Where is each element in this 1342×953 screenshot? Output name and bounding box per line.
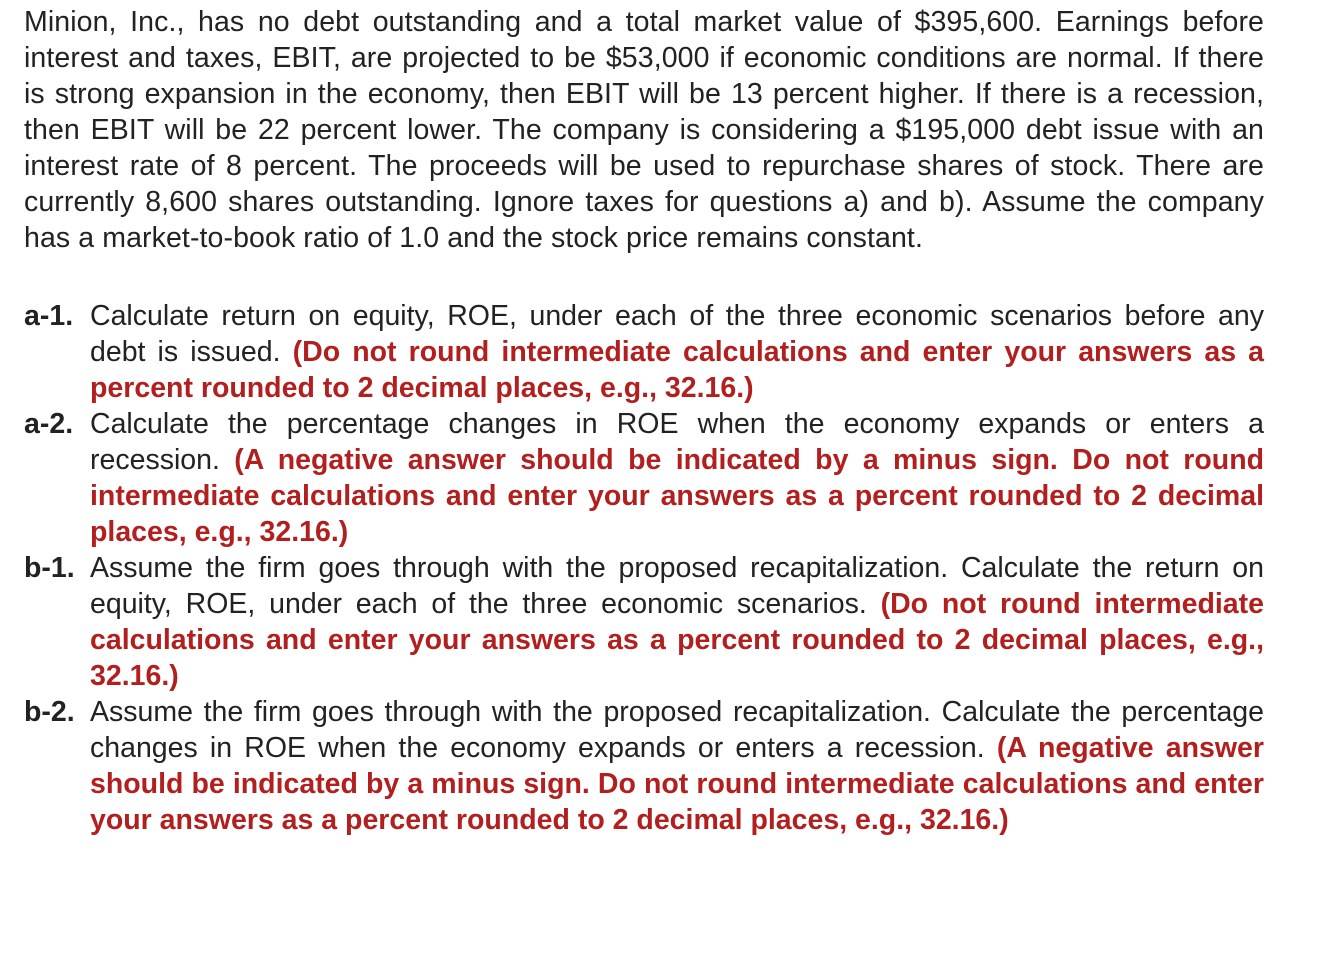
question-a2: [24, 406, 1264, 550]
question-number: b-2.: [24, 696, 75, 728]
question-number: a-2.: [24, 408, 74, 440]
question-instruction: (A negative answer should be indicated by a minus sign. Do not round intermediate calculations and enter your answers as a percent rounded to 2 decimal places, e.g., 32.16.): [90, 732, 1264, 836]
question-b2: [24, 694, 1264, 838]
problem-page: [24, 4, 1264, 838]
problem-intro: Minion, Inc., has no debt outstanding and a total market value of $395,600. Earnings before interest and taxes, EBIT, are projected to be $53,000 if economic conditions are normal. If there is strong expansion in the economy, then EBIT will be 13 percent higher. If there is a recession, then EBIT will be 22 percent lower. The company is considering a $195,000 debt issue with an interest rate of 8 percent. The proceeds will be used to repurchase shares of stock. There are currently 8,600 shares outstanding. Ignore taxes for questions a) and b). Assume the company has a market-to-book ratio of 1.0 and the stock price remains constant.: [24, 6, 1264, 254]
question-number: b-1.: [24, 552, 75, 584]
question-instruction: (Do not round intermediate calculations and enter your answers as a percent rounded to 2 decimal places, e.g., 32.16.): [90, 588, 1264, 692]
question-a1: [24, 298, 1264, 406]
question-instruction: (Do not round intermediate calculations and enter your answers as a percent rounded to 2 decimal places, e.g., 32.16.): [90, 336, 1264, 404]
question-text: Calculate the percentage changes in ROE when the economy expands or enters a recession.: [90, 408, 1264, 476]
question-instruction: (A negative answer should be indicated by a minus sign. Do not round intermediate calculations and enter your answers as a percent rounded to 2 decimal places, e.g., 32.16.): [90, 444, 1265, 548]
question-text: Assume the firm goes through with the proposed recapitalization. Calculate the return on equity, ROE, under each of the three economic scenarios.: [90, 552, 1264, 620]
question-text: Calculate return on equity, ROE, under each of the three economic scenarios before any debt is issued.: [90, 300, 1264, 368]
question-text: Assume the firm goes through with the proposed recapitalization. Calculate the percentage changes in ROE when the economy expands or enters a recession.: [90, 696, 1264, 764]
question-list: [24, 298, 1264, 838]
question-b1: [24, 550, 1264, 694]
question-number: a-1.: [24, 300, 74, 332]
